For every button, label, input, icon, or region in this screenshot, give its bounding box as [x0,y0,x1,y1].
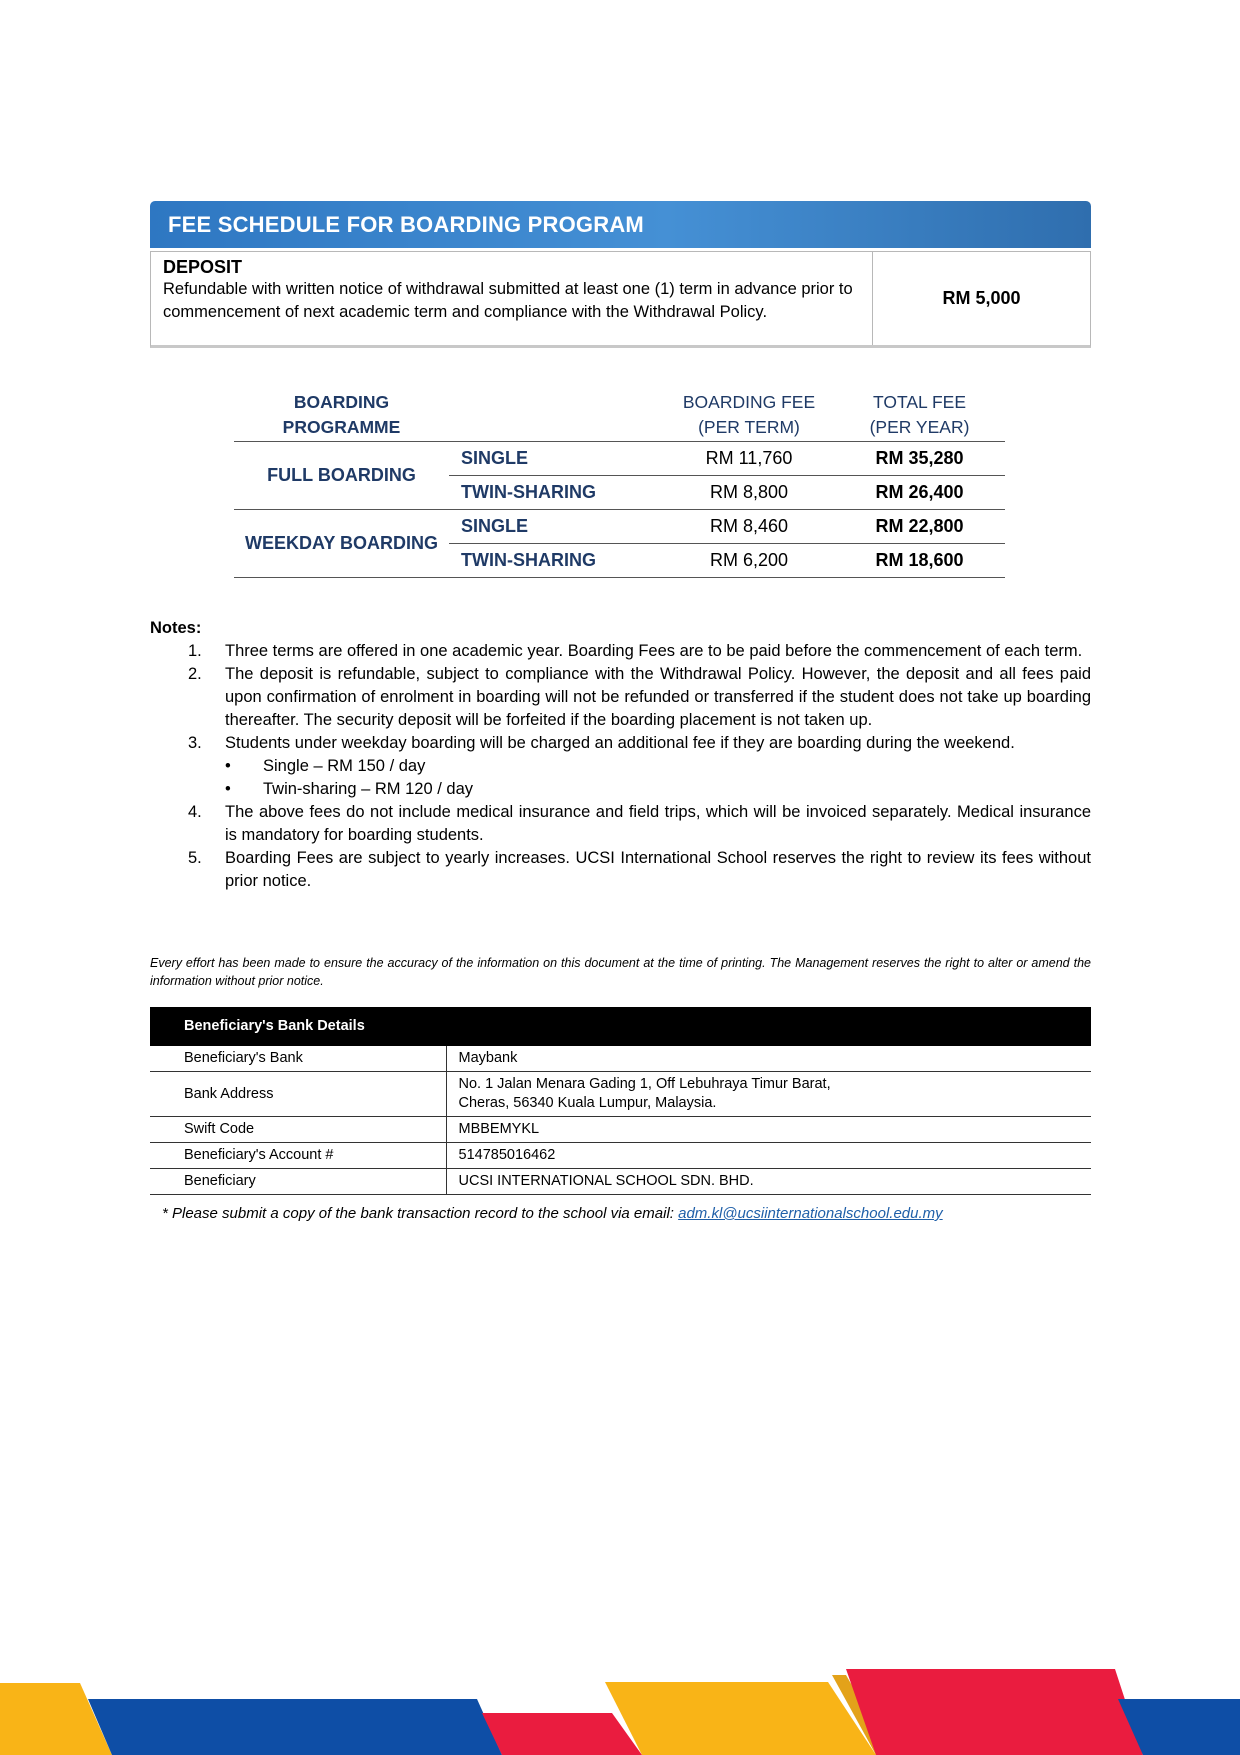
bank-value: Maybank [446,1046,1091,1072]
notes-section [150,617,1091,893]
bullet-icon: • [225,780,231,798]
room-type: SINGLE [449,510,664,544]
note-item [150,663,1091,732]
bank-label: Bank Address [150,1072,446,1117]
programme-name: WEEKDAY BOARDING [234,510,449,578]
total-fee-value: RM 18,600 [834,544,1005,578]
bullet-text: Twin-sharing – RM 120 / day [263,780,474,798]
note-text: Boarding Fees are subject to yearly increases. UCSI International School reserves the right to review its fees without prior notice. [225,849,1091,890]
bank-note-text: * Please submit a copy of the bank transaction record to the school via email: [162,1205,679,1222]
header-total-fee [834,390,1005,442]
bank-details-title: Beneficiary's Bank Details [184,1018,365,1034]
total-fee-value: RM 26,400 [834,476,1005,510]
room-type: SINGLE [449,442,664,476]
note-item [150,847,1091,893]
table-row [150,1143,1091,1169]
room-type: TWIN-SHARING [449,476,664,510]
note-number: 2. [188,665,202,683]
header-programme-line2: PROGRAMME [282,417,401,437]
bullet-text: Single – RM 150 / day [263,757,426,775]
footer-red-shape [846,1669,1143,1755]
disclaimer: Every effort has been made to ensure the accuracy of the information on this document at the time of printing. The Management reserves the right to alter or amend the information without prior notice. [150,956,1091,988]
deposit-amount: RM 5,000 [942,288,1021,308]
header-programme [234,390,449,442]
footer-red-shape [482,1713,642,1755]
note-bullet [150,778,1091,801]
bank-value: UCSI INTERNATIONAL SCHOOL SDN. BHD. [446,1169,1091,1195]
bank-address-line2: Cheras, 56340 Kuala Lumpur, Malaysia. [458,1095,717,1111]
note-item [150,640,1091,663]
table-row [150,1169,1091,1195]
boarding-fee-value: RM 8,800 [664,476,834,510]
bullet-icon: • [225,757,231,775]
table-header-row [234,390,1005,442]
note-text: The above fees do not include medical insurance and field trips, which will be invoiced separately. Medical insurance is mandatory for boarding students. [225,803,1091,844]
bank-label: Beneficiary's Bank [150,1046,446,1072]
note-text: The deposit is refundable, subject to compliance with the Withdrawal Policy. However, the deposit and all fees paid upon confirmation of enrolment in boarding will not be refunded or transferred if the student does not take up boarding thereafter. The security deposit will be forfeited if the boarding placement is not taken up. [225,665,1091,729]
email-link[interactable]: adm.kl@ucsiinternationalschool.edu.my [678,1205,943,1222]
note-number: 4. [188,803,202,821]
footer-yellow-shape [605,1682,876,1755]
header-room-type [449,390,664,442]
boarding-fee-value: RM 6,200 [664,544,834,578]
note-number: 5. [188,849,202,867]
note-text: Three terms are offered in one academic year. Boarding Fees are to be paid before the commencement of each term. [225,642,1083,660]
bank-details-header [150,1007,1091,1046]
note-number: 3. [188,734,202,752]
note-bullet [150,755,1091,778]
header-total-line2: (PER YEAR) [869,417,970,437]
room-type: TWIN-SHARING [449,544,664,578]
note-item [150,801,1091,847]
bank-address-line1: No. 1 Jalan Menara Gading 1, Off Lebuhraya Timur Barat, [458,1076,831,1092]
header-total-line1: TOTAL FEE [872,392,967,412]
deposit-box [150,251,1091,348]
header-fee-line2: (PER TERM) [698,417,800,437]
table-row [150,1072,1091,1117]
bank-value: MBBEMYKL [446,1117,1091,1143]
note-text: Students under weekday boarding will be charged an additional fee if they are boarding during the weekend. [225,734,1015,752]
bank-label: Beneficiary's Account # [150,1143,446,1169]
boarding-fee-value: RM 11,760 [664,442,834,476]
bank-label: Beneficiary [150,1169,446,1195]
fee-schedule-title: FEE SCHEDULE FOR BOARDING PROGRAM [168,212,644,237]
total-fee-value: RM 22,800 [834,510,1005,544]
footer-blue-shape [88,1699,502,1755]
table-row [234,442,1005,476]
fee-schedule-banner [150,201,1091,248]
table-row [234,510,1005,544]
deposit-info [151,252,873,345]
programme-name: FULL BOARDING [234,442,449,510]
header-boarding-fee [664,390,834,442]
boarding-fee-value: RM 8,460 [664,510,834,544]
footer-yellow-shape [0,1683,112,1755]
deposit-description: Refundable with written notice of withdrawal submitted at least one (1) term in advance prior to commencement of next academic term and compliance with the Withdrawal Policy. [163,280,853,321]
total-fee-value: RM 35,280 [834,442,1005,476]
footer-decoration [0,1665,1240,1755]
header-fee-line1: BOARDING FEE [682,392,816,412]
table-row [150,1117,1091,1143]
note-item [150,732,1091,755]
bank-submission-note [162,1205,943,1222]
bank-label: Swift Code [150,1117,446,1143]
note-number: 1. [188,642,202,660]
boarding-fee-table [234,390,1005,578]
bank-details-table [150,1046,1091,1195]
notes-title: Notes: [150,619,202,637]
table-row [150,1046,1091,1072]
bank-value: 514785016462 [446,1143,1091,1169]
header-programme-line1: BOARDING [293,392,390,412]
deposit-title: DEPOSIT [163,257,243,277]
bank-value [446,1072,1091,1117]
